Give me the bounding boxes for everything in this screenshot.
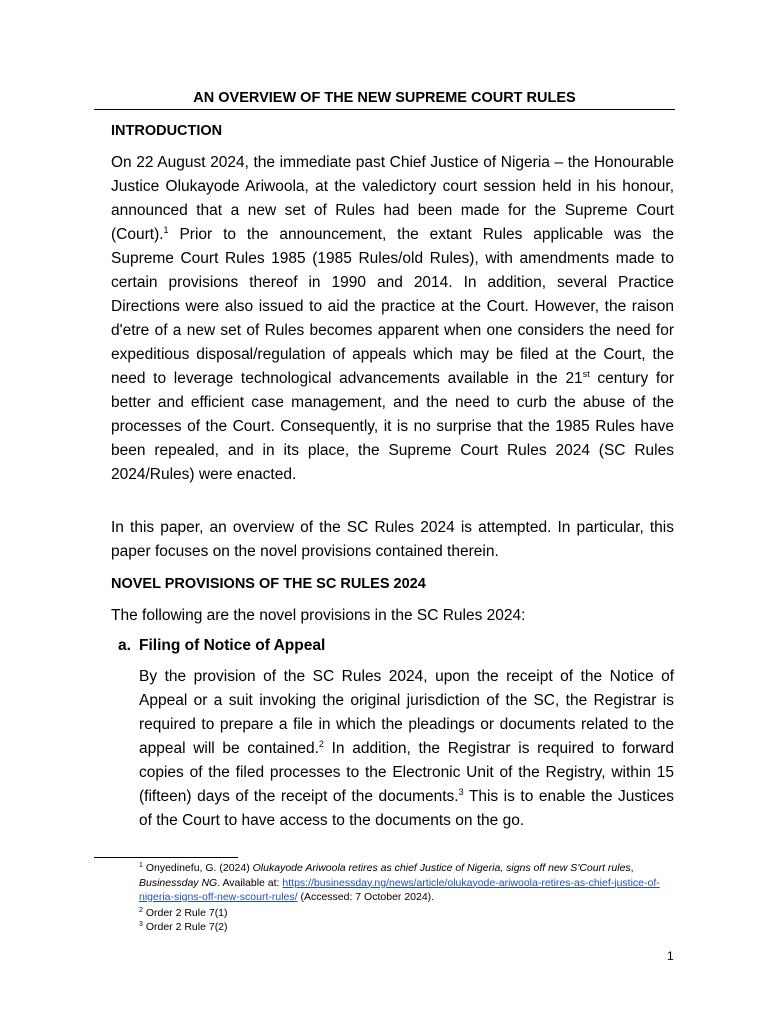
footnote-url-link[interactable]: https://businessday.ng/news/article/olukayode-ariwoola-retires-as-chief-justice-of-nigeria-signs-off-new-scourt-rules/ [139, 876, 660, 903]
footnote-ref-1[interactable]: 1 [163, 225, 169, 235]
footnote-accessed-date: (Accessed: 7 October 2024). [297, 891, 435, 903]
list-marker: a. [118, 637, 131, 654]
list-item-a-heading [118, 636, 325, 656]
novel-provisions-heading: NOVEL PROVISIONS OF THE SC RULES 2024 [111, 576, 426, 592]
footnote-author: Onyedinefu, G. (2024) [142, 862, 253, 874]
item-a-text-part2: In addition, the Registrar is required to forward copies of the filed processes to the Electronic Unit of the Registry, within 15 (fifteen) days of the receipt of the documents. [139, 740, 674, 805]
list-item-label: Filing of Notice of Appeal [139, 637, 326, 654]
list-item-a-body [139, 665, 674, 833]
introduction-paragraph-1 [111, 151, 674, 487]
footnote-available-label: . Available at: [217, 876, 283, 889]
footnote-ref-3[interactable]: 3 [458, 787, 464, 797]
footnote-article-title: Olukayode Ariwoola retires as chief Justice of Nigeria, signs off new S'Court rules [252, 862, 631, 874]
footnote-separator-text: , [630, 862, 634, 874]
footnote-text: Order 2 Rule 7(2) [142, 921, 228, 933]
footnote-number: 2 [139, 907, 143, 914]
footnote-source: Businessday NG [139, 876, 218, 889]
title-underline [94, 109, 675, 110]
footnote-number: 1 [139, 862, 143, 869]
footnote-2 [139, 906, 675, 921]
footnote-text: Order 2 Rule 7(1) [142, 907, 228, 919]
item-a-text-part1: By the provision of the SC Rules 2024, upon the receipt of the Notice of Appeal or a suit invoking the original jurisdiction of the SC, the Registrar is required to prepare a file in which the pleadings or documents related to the appeal will be contained. [139, 668, 674, 757]
footnote-number: 3 [139, 921, 143, 928]
introduction-heading: INTRODUCTION [111, 123, 223, 139]
footnote-1 [139, 861, 675, 905]
footnote-separator [94, 857, 238, 858]
intro-text-part1: On 22 August 2024, the immediate past Chief Justice of Nigeria – the Honourable Justice Olukayode Ariwoola, at the valedictory court session held in his honour, announced that a new set of Rules had been made for the Supreme Court (Court). [111, 154, 674, 243]
footnote-3 [139, 920, 675, 935]
document-title: AN OVERVIEW OF THE NEW SUPREME COURT RULES [193, 90, 576, 106]
item-a-text-part3: This is to enable the Justices of the Court to have access to the documents on the go. [139, 788, 675, 829]
intro-text-part2: Prior to the announcement, the extant Rules applicable was the Supreme Court Rules 1985 (1985 Rules/old Rules), with amendments made to certain provisions thereof in 1990 and 2014. In addition, several Practice Directions were also issued to aid the practice at the Court. However, the raison d'etre of a new set of Rules becomes apparent when one considers the need for expeditious disposal/regulation of appeals which may be filed at the Court, the need to leverage technological advancements available in the 21 [111, 226, 674, 387]
page-number: 1 [667, 949, 674, 963]
novel-provisions-intro: The following are the novel provisions in the SC Rules 2024: [111, 607, 526, 624]
introduction-paragraph-2: In this paper, an overview of the SC Rules 2024 is attempted. In particular, this paper focuses on the novel provisions contained therein. [111, 519, 674, 560]
footnote-ref-2[interactable]: 2 [318, 739, 324, 749]
intro-text-part3: century for better and efficient case management, and the need to curb the abuse of the processes of the Court. Consequently, it is no surprise that the 1985 Rules have been repealed, and in its place, the Supreme Court Rules 2024 (SC Rules 2024/Rules) were enacted. [111, 370, 674, 483]
century-superscript: st [582, 369, 590, 379]
